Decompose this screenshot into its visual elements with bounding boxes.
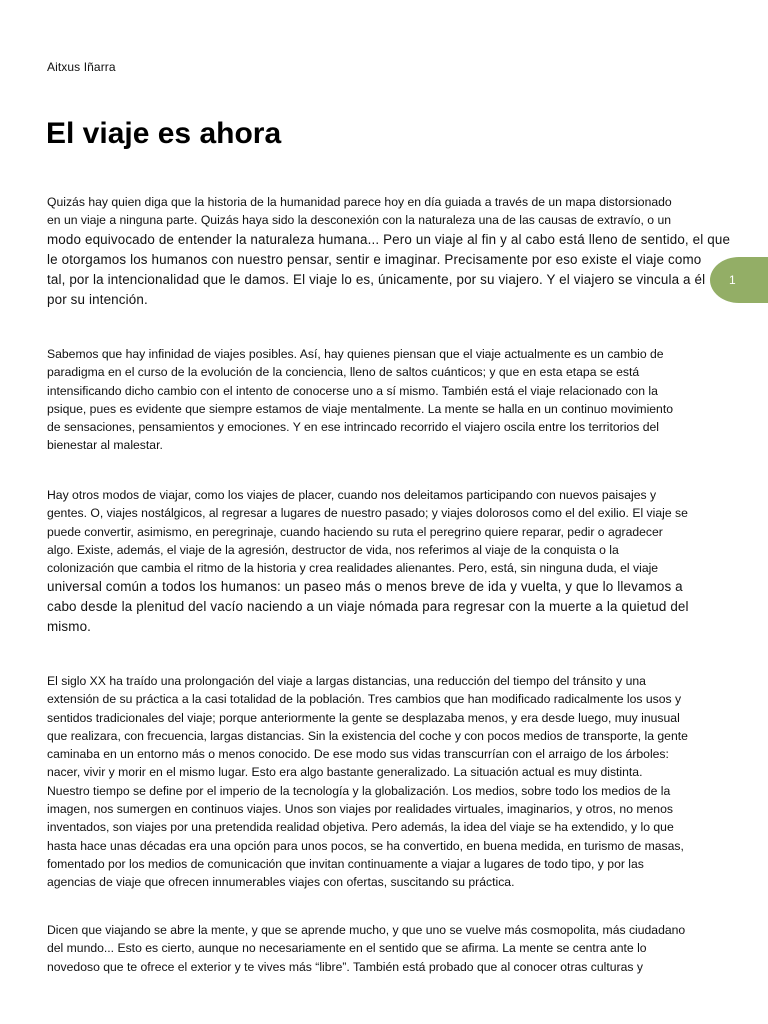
text-line: algo. Existe, además, el viaje de la agresión, destructor de vida, nos referimos al viaje de la conquista o la	[47, 542, 619, 557]
text-line: universal común a todos los humanos: un paseo más o menos breve de ida y vuelta, y que lo llevamos a	[47, 579, 683, 595]
text-line: sentidos tradicionales del viaje; porque anteriormente la gente se desplazaba menos, y era desde luego, muy inusual	[47, 710, 680, 725]
text-line: El siglo XX ha traído una prolongación del viaje a largas distancias, una reducción del tiempo del tránsito y una	[47, 674, 646, 688]
text-line: modo equivocado de entender la naturaleza humana... Pero un viaje al fin y al cabo está lleno de sentido, el que	[47, 231, 731, 247]
text-line: fomentado por los medios de comunicación que invitan continuamente a viajar a lugares de todo tipo, y por las	[47, 856, 644, 871]
text-line: en un viaje a ninguna parte. Quizás haya sido la desconexión con la naturaleza una de las causas de extravío, o un	[47, 213, 672, 228]
text-line: nacer, vivir y morir en el mismo lugar. Esto era algo bastante generalizado. La situación actual es muy distinta.	[47, 765, 643, 780]
paragraph-1	[47, 193, 731, 310]
text-line: novedoso que te ofrece el exterior y te vives más “libre”. También está probado que al conocer otras culturas y	[47, 959, 643, 974]
text-line: cabo desde la plenitud del vacío naciendo a un viaje nómada para regresar con la muerte a la quietud del	[47, 599, 689, 615]
text-line: Hay otros modos de viajar, como los viajes de placer, cuando nos deleitamos participando con nuevos paisajes y	[47, 488, 657, 502]
text-line: que realizara, con frecuencia, largas distancias. Sin la existencia del coche y con pocos medios de transporte, la gente	[47, 728, 688, 743]
paragraph-4	[47, 672, 721, 892]
text-line: mismo.	[47, 619, 92, 635]
text-line: Nuestro tiempo se define por el imperio de la tecnología y la globalización. Los medios, sobre todo los medios de la	[47, 783, 671, 798]
text-line: del mundo... Esto es cierto, aunque no necesariamente en el sentido que se afirma. La mente se centra ante lo	[47, 941, 647, 956]
text-line: por su intención.	[47, 291, 148, 307]
author-name: Aitxus Iñarra	[47, 60, 116, 74]
text-line: hasta hace unas décadas era una opción para unos pocos, se ha convertido, en buena medida, en turismo de masas,	[47, 838, 684, 853]
text-line: imagen, nos sumergen en continuos viajes. Unos son viajes por realidades virtuales, imaginarios, y otros, no menos	[47, 802, 673, 817]
text-line: gentes. O, viajes nostálgicos, al regresar a lugares de nuestro pasado; y viajes dolorosos como el del exilio. El viaje se	[47, 506, 688, 521]
text-line: inventados, son viajes por una pretendida realidad objetiva. Pero además, la idea del viaje se ha extendido, y lo que	[47, 820, 674, 835]
text-line: bienestar al malestar.	[47, 438, 163, 453]
text-line: psique, pues es evidente que siempre estamos de viaje mentalmente. La mente se halla en un continuo movimiento	[47, 401, 673, 416]
page-number: 1	[729, 273, 736, 287]
text-line: Quizás hay quien diga que la historia de la humanidad parece hoy en día guiada a través de un mapa distorsionado	[47, 195, 672, 209]
text-line: colonización que cambia el ritmo de la historia y crea realidades alienantes. Pero, está, sin ninguna duda, el viaje	[47, 561, 659, 576]
text-line: tal, por la intencionalidad que le damos. El viaje lo es, únicamente, por su viajero. Y el viajero se vincula a él	[47, 271, 706, 287]
text-line: agencias de viaje que ofrecen innumerables viajes con ofertas, suscitando su práctica.	[47, 875, 515, 890]
paragraph-3	[47, 486, 721, 637]
text-line: Dicen que viajando se abre la mente, y que se aprende mucho, y que uno se vuelve más cosmopolita, más ciudadano	[47, 923, 686, 937]
text-line: extensión de su práctica a la casi totalidad de la población. Tres cambios que han modificado radicalmente los usos y	[47, 692, 682, 707]
text-line: de sensaciones, pensamientos y emociones. Y en ese intrincado recorrido el viajero oscila entre los territorios del	[47, 420, 659, 435]
text-line: caminaba en un entorno más o menos conocido. De ese modo sus vidas transcurrían con el arraigo de los árboles:	[47, 747, 669, 762]
text-line: paradigma en el curso de la evolución de la conciencia, lleno de saltos cuánticos; y que en esta etapa se está	[47, 365, 640, 380]
document-title: El viaje es ahora	[46, 117, 282, 150]
text-line: intensificando dicho cambio con el intento de conocerse uno a sí mismo. También está el viaje relacionado con la	[47, 383, 658, 398]
text-line: puede convertir, asimismo, en peregrinaje, cuando haciendo su ruta el peregrino quiere reparar, pedir o agradecer	[47, 524, 663, 539]
page-number-badge	[710, 257, 768, 303]
paragraph-2	[47, 345, 721, 455]
text-line: le otorgamos los humanos con nuestro pensar, sentir e imaginar. Precisamente por eso existe el viaje como	[47, 251, 702, 267]
text-line: Sabemos que hay infinidad de viajes posibles. Así, hay quienes piensan que el viaje actualmente es un cambio de	[47, 347, 664, 361]
paragraph-5	[47, 921, 721, 976]
